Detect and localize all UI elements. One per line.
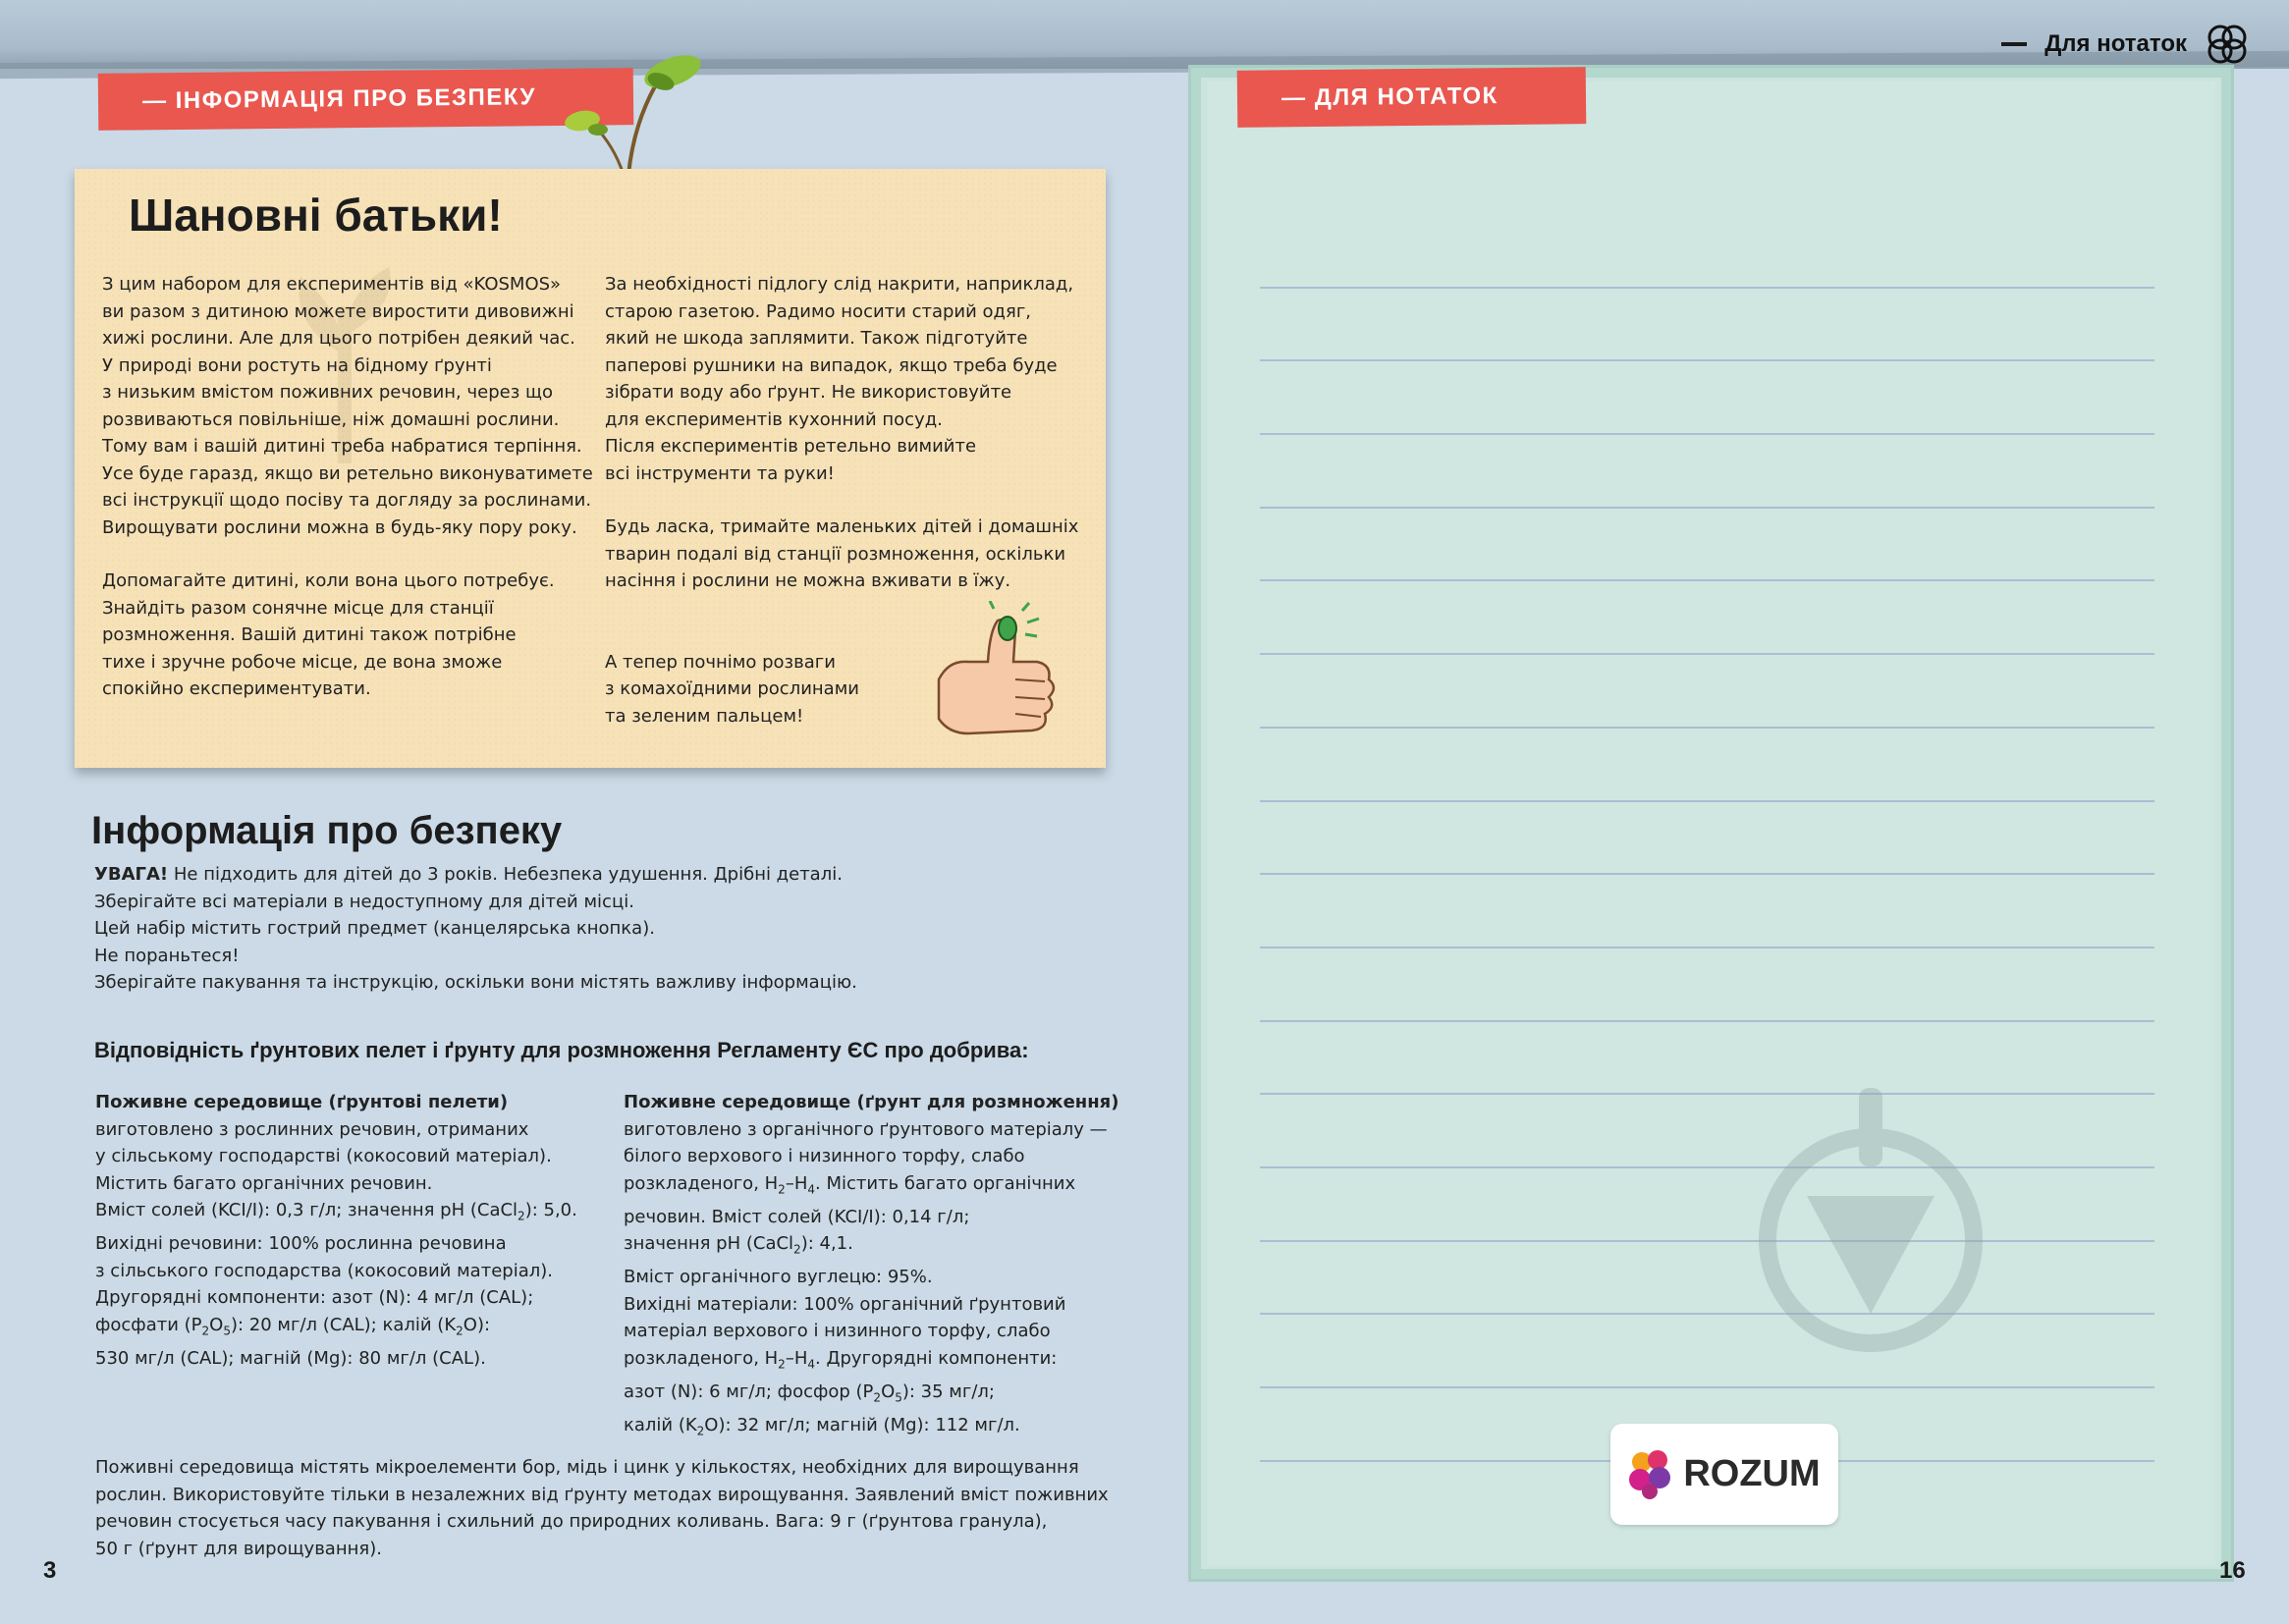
soil-ph-line: значення pH (CaCl$_2$): 4,1.	[624, 1233, 853, 1257]
note-line[interactable]	[1260, 509, 2154, 582]
safety-line: Зберігайте пакування та інструкцію, оскільки вони містять важливу інформацію.	[94, 972, 857, 993]
card-title: Шановні батьки!	[129, 189, 503, 241]
soil-nitrogen-line: азот (N): 6 мг/л; фосфор $(P_2O_5)$: 35 мг/л;	[624, 1380, 995, 1405]
logo-text: ROZUM	[1683, 1453, 1821, 1494]
safety-line: Зберігайте всі матеріали в недоступному для дітей місці.	[94, 891, 634, 912]
parents-note-card	[75, 169, 1106, 768]
safety-line: Цей набір містить гострий предмет (канцелярська кнопка).	[94, 918, 655, 939]
safety-heading: Інформація про безпеку	[91, 809, 563, 852]
note-line[interactable]	[1260, 948, 2154, 1022]
rozum-logo	[1610, 1424, 1838, 1525]
tape-label: — ДЛЯ НОТАТОК	[1281, 82, 1499, 112]
pellets-magnesium-line: 530 мг/л (CAL); магній (Mg): 80 мг/л (CAL).	[95, 1347, 486, 1369]
header	[2001, 22, 2250, 67]
notes-paper	[1188, 65, 2234, 1582]
note-line[interactable]	[1260, 435, 2154, 509]
pellets-phosphate-line: фосфати $(P_2O_5)$: 20 мг/л (CAL); калій $(K_2O)$:	[95, 1314, 491, 1338]
note-line[interactable]	[1260, 215, 2154, 289]
note-line[interactable]	[1260, 289, 2154, 362]
pellets-text-2: Вихідні речовини: 100% рослинна речовина з сільського господарства (кокосовий матеріал). Другорядні компоненти: азот (N): 4 мг/л (CAL);	[95, 1233, 553, 1309]
note-lines	[1260, 215, 2154, 1462]
soil-heading: Поживне середовище (ґрунт для розмноження)	[624, 1092, 1119, 1112]
note-line[interactable]	[1260, 1168, 2154, 1242]
green-thumb-icon	[929, 601, 1076, 748]
safety-text	[94, 861, 857, 997]
note-line[interactable]	[1260, 581, 2154, 655]
safety-line: Не пораньтеся!	[94, 945, 240, 966]
card-paragraph: З цим набором для експериментів від «KOSMOS» ви разом з дитиною можете виростити дивовижні хижі рослини. Але для цього потрібен деякий час. У природі вони ростуть на бідному ґрунті з низьким вмістом поживних речовин, через що розвиваються повільніше, ніж домашні рослини. Тому вам і вашій дитині треба набратися терпіння. Усе буде гаразд, якщо ви ретельно виконуватимете всі інструкції щодо посіву та догляду за рослинами. Вирощувати рослини можна в будь-яку пору року.	[102, 274, 593, 538]
pellets-column	[95, 1089, 626, 1372]
note-line[interactable]	[1260, 1315, 2154, 1388]
pellets-salts-line: Вміст солей (KCI/I): 0,3 г/л; значення pH (CaCl$_2$): 5,0.	[95, 1200, 577, 1223]
card-paragraph: А тепер почнімо розваги з комахоїдними рослинами та зеленим пальцем!	[605, 651, 859, 727]
note-line[interactable]	[1260, 875, 2154, 948]
header-title: Для нотаток	[2044, 30, 2187, 57]
card-paragraph: За необхідності підлогу слід накрити, наприклад, старою газетою. Радимо носити старий одяг, який не шкода заплямити. Також підготуйте паперові рушники на випадок, якщо треба буде зібрати воду або ґрунт. Не використовуйте для експериментів кухонний посуд. Після експериментів ретельно вимийте всі інструменти та руки!	[605, 274, 1074, 484]
soil-salts-line: речовин. Вміст солей (KCI/I): 0,14 г/л;	[624, 1206, 970, 1227]
soil-text: виготовлено з органічного ґрунтового матеріалу — білого верхового і низинного торфу, слабо	[624, 1118, 1108, 1166]
warning-label: УВАГА!	[94, 864, 169, 885]
note-line[interactable]	[1260, 729, 2154, 802]
page-number-left: 3	[43, 1557, 57, 1584]
soil-decomposed-line-2: розкладеного, $H_2-H_4$. Другорядні компоненти:	[624, 1347, 1058, 1372]
micronutrients-text: Поживні середовища містять мікроелементи бор, мідь і цинк у кількостях, необхідних для вирощування рослин. Використовуйте тільки в незалежних від ґрунту методах вирощування. Заявлений вміст поживних речовин стосується часу пакування і схильний до природних коливань. Вага: 9 г (ґрунтова гранула), 50 г (ґрунт для вирощування).	[95, 1457, 1109, 1559]
regulation-heading: Відповідність ґрунтових пелет і ґрунту для розмноження Регламенту ЄС про добрива:	[94, 1038, 1029, 1062]
safety-warning	[94, 861, 857, 889]
micronutrients-note	[95, 1454, 1126, 1562]
note-line[interactable]	[1260, 802, 2154, 876]
card-paragraph: Будь ласка, тримайте маленьких дітей і домашніх тварин подалі від станції розмноження, оскільки насіння і рослини не можна вживати в їжу.	[605, 516, 1079, 591]
pellets-heading: Поживне середовище (ґрунтові пелети)	[95, 1092, 509, 1112]
trowel-watermark-icon	[1753, 1088, 1989, 1353]
note-line[interactable]	[1260, 1242, 2154, 1316]
note-line[interactable]	[1260, 1095, 2154, 1168]
note-line[interactable]	[1260, 655, 2154, 729]
section-tape-notes	[1237, 67, 1587, 128]
notes-circles-icon	[2205, 22, 2250, 67]
card-paragraph: Допомагайте дитині, коли вона цього потребує. Знайдіть разом сонячне місце для станції розмноження. Вашій дитині також потрібне тихе і зручне робоче місце, де вона зможе спокійно експериментувати.	[102, 570, 555, 699]
soil-text-2: Вміст органічного вуглецю: 95%. Вихідні матеріали: 100% органічний ґрунтовий матеріал верхового і низинного торфу, слабо	[624, 1267, 1066, 1342]
sprout-illustration	[545, 47, 741, 175]
tape-label: — ІНФОРМАЦІЯ ПРО БЕЗПЕКУ	[141, 83, 537, 115]
card-column-left	[102, 271, 593, 703]
soil-decomposed-line: розкладеного, $H_2-H_4$. Містить багато органічних	[624, 1172, 1076, 1197]
page-number-right: 16	[2219, 1557, 2246, 1584]
header-dash	[2001, 42, 2027, 46]
soil-column	[624, 1089, 1154, 1445]
warning-text: Не підходить для дітей до 3 років. Небезпека удушення. Дрібні деталі.	[168, 864, 843, 885]
note-line[interactable]	[1260, 1022, 2154, 1096]
pellets-text: виготовлено з рослинних речовин, отриманих у сільському господарстві (кокосовий матеріал). Містить багато органічних речовин.	[95, 1118, 552, 1194]
brain-logo-icon	[1628, 1448, 1673, 1501]
note-line[interactable]	[1260, 361, 2154, 435]
soil-potassium-line: калій $(K_2O)$: 32 мг/л; магній (Mg): 112 мг/л.	[624, 1414, 1020, 1438]
